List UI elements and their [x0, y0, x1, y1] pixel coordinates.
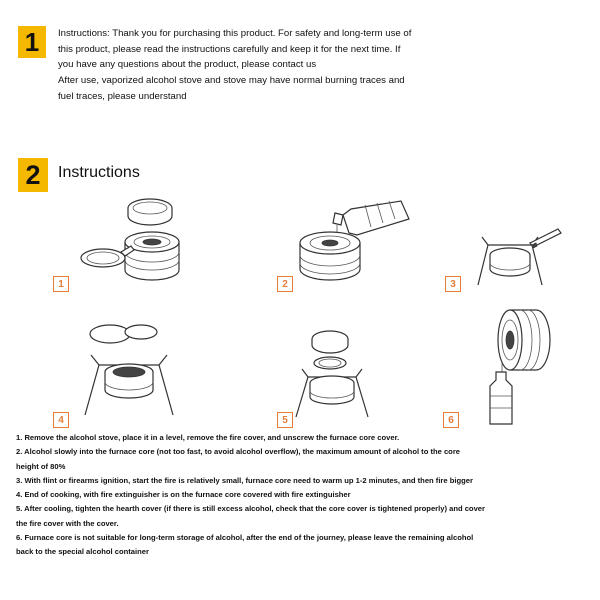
step-line: height of 80% — [16, 461, 66, 471]
step-line: the fire cover with the cover. — [16, 518, 119, 528]
step-line: 5. After cooling, tighten the hearth cover (if there is still excess alcohol, check that the core cover is tightened properly) and cover — [16, 504, 485, 514]
step-line: back to the special alcohol container — [16, 547, 149, 557]
stove-with-cap-removed-icon — [75, 190, 185, 290]
figure-4-number: 4 — [53, 412, 69, 428]
step-line: 1. Remove the alcohol stove, place it in a level, remove the fire cover, and unscrew the furnace core cover. — [16, 433, 400, 442]
return-alcohol-to-bottle-icon — [470, 300, 570, 425]
step-line: 2. Alcohol slowly into the furnace core (not too fast, to avoid alcohol overflow), the maximum amount of alcohol to the core — [16, 447, 460, 457]
figure-6-number: 6 — [443, 412, 459, 428]
intro-text — [58, 26, 588, 105]
intro-line: After use, vaporized alcohol stove and stove may have normal burning traces and — [58, 75, 405, 87]
step-line: 3. With flint or firearms ignition, start the fire is relatively small, furnace core need to warm up 1-2 minutes, and then fire bigger — [16, 475, 473, 485]
step-line: 4. End of cooking, with fire extinguisher is on the furnace core covered with fire extinguisher — [16, 490, 351, 500]
ignite-with-flint-icon — [470, 215, 565, 290]
figure-2-number: 2 — [277, 276, 293, 292]
extinguish-with-cover-icon — [75, 320, 185, 420]
figure-5-number: 5 — [277, 412, 293, 428]
section-2-badge: 2 — [18, 158, 48, 192]
tighten-hearth-cover-icon — [290, 325, 400, 420]
intro-line: you have any questions about the product, please contact us — [58, 59, 317, 71]
figure-3-number: 3 — [445, 276, 461, 292]
figure-1-number: 1 — [53, 276, 69, 292]
intro-line: this product, please read the instructions carefully and keep it for the next time. If — [58, 43, 401, 55]
section-2-title: Instructions — [58, 164, 140, 181]
usage-steps — [16, 431, 588, 560]
step-line: 6. Furnace core is not suitable for long-term storage of alcohol, after the end of the journey, please leave the remaining alcohol — [16, 533, 474, 543]
pour-alcohol-into-stove-icon — [295, 195, 410, 290]
intro-line: fuel traces, please understand — [58, 90, 187, 102]
section-1-badge: 1 — [18, 26, 46, 58]
intro-line: Instructions: Thank you for purchasing this product. For safety and long-term use of — [58, 28, 412, 39]
